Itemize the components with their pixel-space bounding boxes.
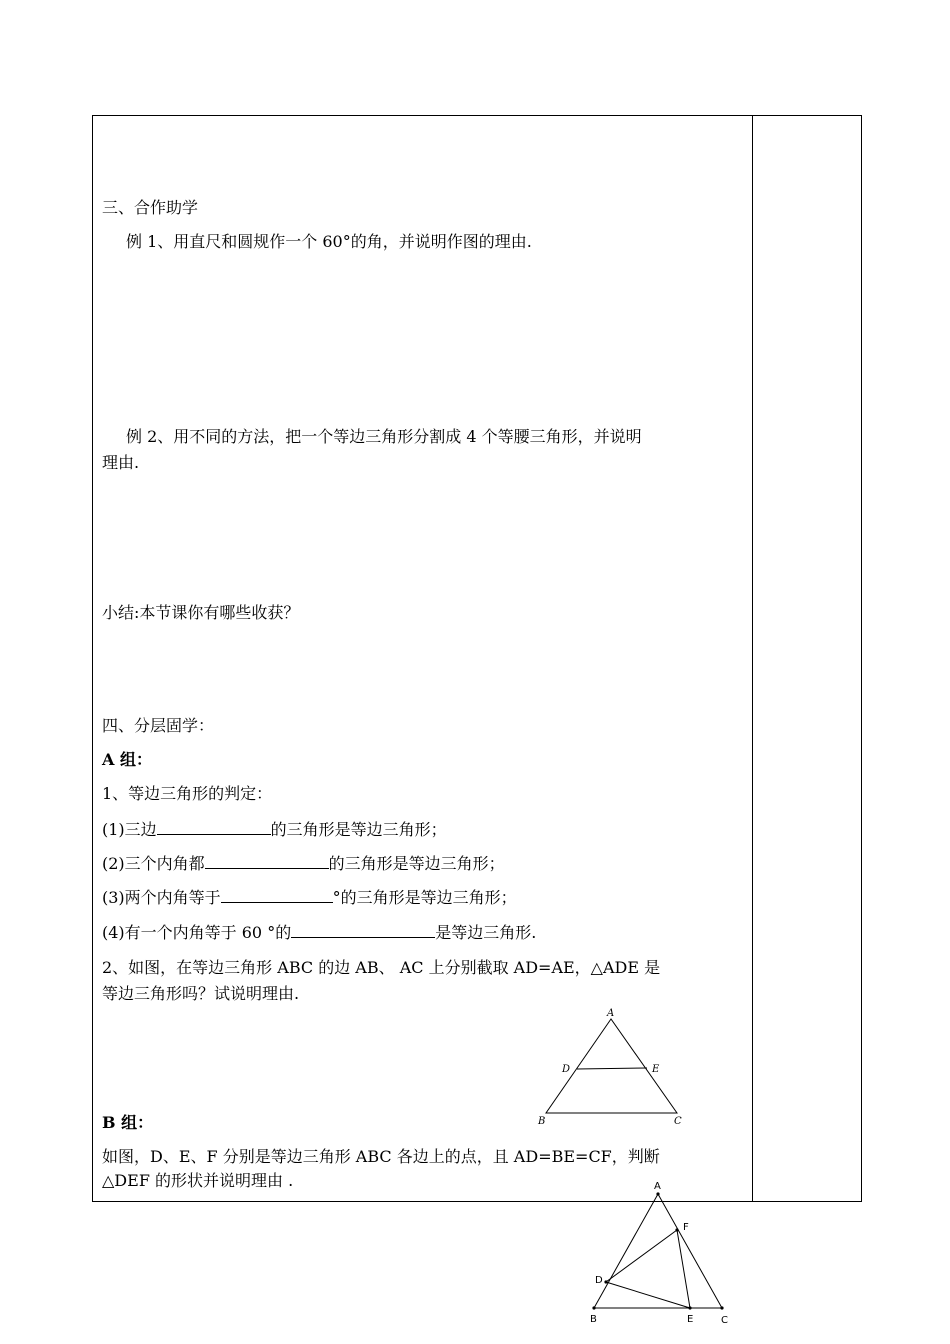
answer-blank-4[interactable]	[291, 921, 435, 938]
q1-item-3	[102, 886, 517, 908]
notes-side-cell	[752, 115, 862, 1202]
group-b-line2: △DEF 的形状并说明理由 .	[102, 1171, 294, 1190]
example1-text: 例 1、用直尺和圆规作一个 60°的角，并说明作图的理由.	[126, 232, 532, 251]
label-f-2: F	[683, 1222, 689, 1233]
section3-heading: 三、合作助学	[102, 198, 199, 217]
answer-blank-1[interactable]	[157, 818, 271, 835]
example2-line1: 例 2、用不同的方法，把一个等边三角形分割成 4 个等腰三角形，并说明	[126, 427, 642, 446]
section4-heading: 四、分层固学：	[102, 716, 215, 735]
answer-blank-2[interactable]	[205, 852, 329, 869]
summary-text: 小结:本节课你有哪些收获？	[102, 603, 300, 622]
group-a-label: A 组：	[102, 750, 152, 769]
answer-blank-3[interactable]	[221, 886, 333, 903]
label-e: E	[652, 1064, 660, 1075]
q1-item-2	[102, 852, 505, 874]
q1-item-1	[102, 818, 447, 840]
q1-item-4-prefix: (4)有一个内角等于 60 °的	[102, 923, 292, 942]
label-e-2: E	[687, 1314, 694, 1325]
group-b-label: B 组：	[102, 1113, 154, 1132]
q1-item-1-prefix: (1)三边	[102, 820, 157, 839]
triangle-abc-2	[594, 1194, 722, 1308]
group-b-line1: 如图，D、E、F 分别是等边三角形 ABC 各边上的点，且 AD=BE=CF，判断	[102, 1147, 660, 1166]
q1-item-1-suffix: 的三角形是等边三角形；	[270, 820, 447, 839]
q1-item-2-suffix: 的三角形是等边三角形；	[328, 854, 505, 873]
label-d-2: D	[595, 1275, 603, 1286]
segment-de	[577, 1068, 647, 1069]
example2-line2: 理由.	[102, 453, 140, 472]
q1-item-4	[102, 921, 536, 943]
label-a-2: A	[654, 1181, 661, 1192]
q1-item-3-prefix: (3)两个内角等于	[102, 888, 221, 907]
q2-line1: 2、如图，在等边三角形 ABC 的边 AB、 AC 上分别截取 AD=AE，△ADE 是	[102, 958, 661, 977]
q1-title: 1、等边三角形的判定：	[102, 784, 273, 803]
figure-triangle-def	[580, 1178, 750, 1344]
triangle-def	[606, 1230, 690, 1308]
q1-item-2-prefix: (2)三个内角都	[102, 854, 205, 873]
label-d: D	[562, 1064, 571, 1075]
q1-item-4-suffix: 是等边三角形.	[435, 923, 537, 942]
q2-line2: 等边三角形吗？试说明理由.	[102, 984, 300, 1003]
label-b-2: B	[590, 1314, 597, 1325]
figure-triangle-ade	[530, 1005, 690, 1130]
label-b: B	[538, 1116, 546, 1127]
label-c: C	[674, 1116, 682, 1127]
q1-item-3-suffix: °的三角形是等边三角形；	[332, 888, 517, 907]
label-a: A	[607, 1008, 615, 1019]
label-c-2: C	[721, 1315, 728, 1326]
